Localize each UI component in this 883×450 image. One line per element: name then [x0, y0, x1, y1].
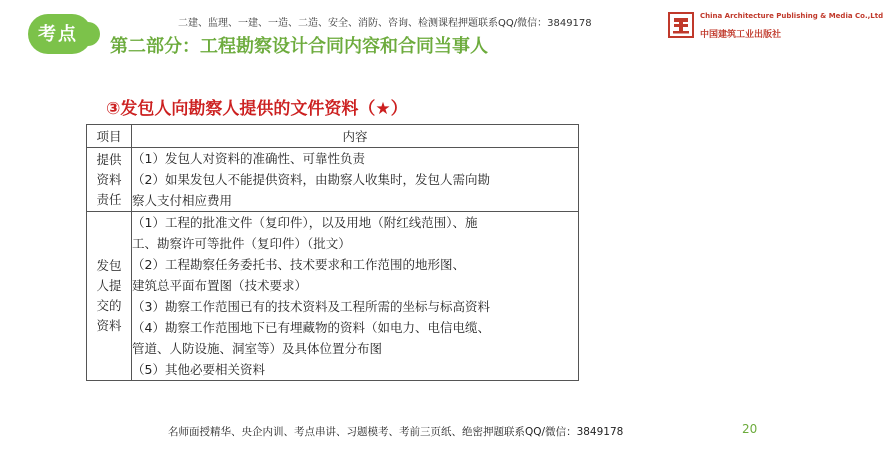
header-item: 项目	[87, 125, 132, 148]
row-category-line: 人提	[96, 278, 122, 293]
content-line: 工、勘察许可等批件（复印件）（批文）	[132, 236, 351, 251]
row-content	[132, 212, 579, 381]
row-category-line: 发包	[96, 258, 122, 273]
kaodian-badge-tail	[84, 22, 100, 46]
table-header-row	[87, 125, 579, 148]
row-category-line: 资料	[96, 171, 122, 187]
publisher-name-en: China Architecture Publishing & Media Co.,Ltd	[700, 12, 883, 20]
page-number: 20	[742, 422, 758, 436]
content-line: （5）其他必要相关资料	[132, 362, 265, 377]
row-content	[132, 148, 579, 212]
content-line: （2）工程勘察任务委托书、技术要求和工作范围的地形图、	[132, 257, 465, 272]
row-category-line: 责任	[96, 191, 122, 207]
kaodian-badge-label: 考点	[38, 24, 78, 45]
part-title: 第二部分：工程勘察设计合同内容和合同当事人	[110, 36, 488, 57]
header-content: 内容	[132, 125, 579, 148]
section-title: ③发包人向勘察人提供的文件资料（★）	[106, 99, 408, 119]
row-category-line: 提供	[96, 151, 122, 167]
bottom-banner: 名师面授精华、央企内训、考点串讲、习题模考、考前三页纸、绝密押题联系QQ/微信：3849178	[168, 426, 624, 438]
content-line: （2）如果发包人不能提供资料，由勘察人收集时，发包人需向勘	[132, 172, 490, 187]
table-row	[87, 212, 579, 381]
publisher-name-cn: 中国建筑工业出版社	[700, 30, 782, 40]
top-banner: 二建、监理、一建、一造、二造、安全、消防、咨询、检测课程押题联系QQ/微信：3849178	[178, 18, 592, 29]
content-line: （3）勘察工作范围已有的技术资料及工程所需的坐标与标高资料	[132, 299, 490, 314]
row-category-line: 交的	[96, 298, 122, 313]
row-category-line: 资料	[96, 318, 122, 333]
row-category	[87, 148, 132, 212]
row-category	[87, 212, 132, 381]
table-row	[87, 148, 579, 212]
content-line: 建筑总平面布置图（技术要求）	[132, 278, 308, 293]
content-line: 管道、人防设施、洞室等）及具体位置分布图	[132, 341, 383, 356]
content-line: （4）勘察工作范围地下已有埋藏物的资料（如电力、电信电缆、	[132, 320, 490, 335]
content-line: （1）工程的批准文件（复印件），以及用地（附红线范围）、施	[132, 215, 478, 230]
content-line: 察人支付相应费用	[132, 193, 233, 208]
publisher-logo-icon	[668, 12, 694, 38]
content-table	[86, 124, 579, 381]
content-line: （1）发包人对资料的准确性、可靠性负责	[132, 151, 365, 166]
